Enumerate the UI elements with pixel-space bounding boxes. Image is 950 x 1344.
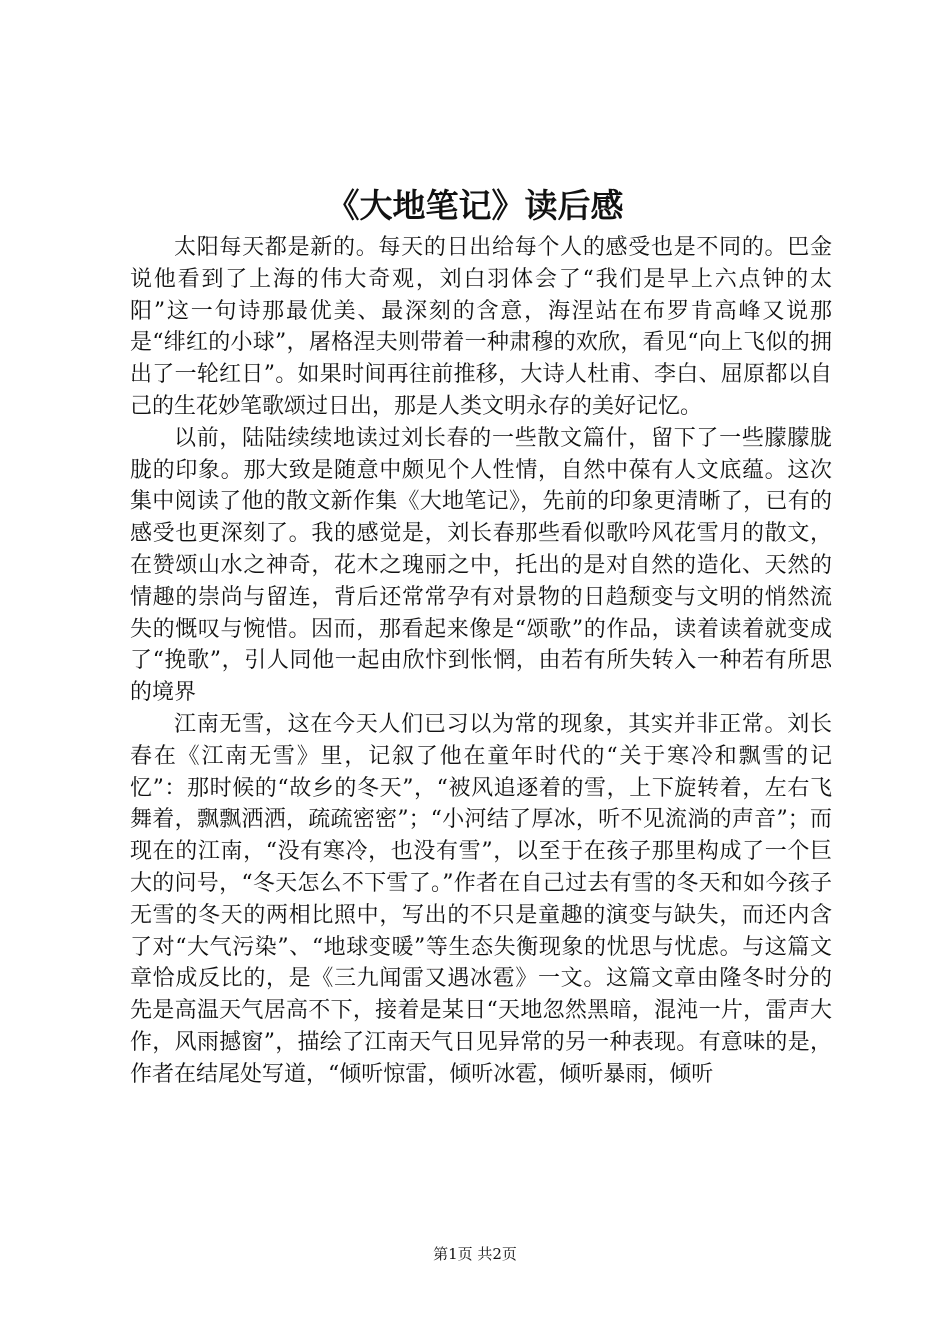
paragraph-3: 江南无雪，这在今天人们已习以为常的现象，其实并非正常。刘长春在《江南无雪》里，记叙了他在童年时代的“关于寒冷和飘雪的记忆”：那时候的“故乡的冬天”，“被风追逐着的雪，上下旋转着，左右飞舞着，飘飘洒洒，疏疏密密”；“小河结了厚冰，听不见流淌的声音”；而现在的江南，“没有寒冷，也没有雪”，以至于在孩子那里构成了一个巨大的问号，“冬天怎么不下雪了。”作者在自己过去有雪的冬天和如今孩子无雪的冬天的两相比照中，写出的不只是童趣的演变与缺失，而还内含了对“大气污染”、“地球变暖”等生态失衡现象的忧思与忧虑。与这篇文章恰成反比的，是《三九闻雷又遇冰雹》一文。这篇文章由隆冬时分的先是高温天气居高不下，接着是某日“天地忽然黑暗，混沌一片，雷声大作，风雨撼窗”，描绘了江南天气日见异常的另一种表现。有意味的是，作者在结尾处写道，“倾听惊雷，倾听冰雹，倾听暴雨，倾听 bbox=[130, 711, 832, 1087]
paragraph-2: 以前，陆陆续续地读过刘长春的一些散文篇什，留下了一些朦朦胧胧的印象。那大致是随意中颇见个人性情，自然中葆有人文底蕴。这次集中阅读了他的散文新作集《大地笔记》，先前的印象更清晰了，已有的感受也更深刻了。我的感觉是，刘长春那些看似歌吟风花雪月的散文，在赞颂山水之神奇，花木之瑰丽之中，托出的是对自然的造化、天然的情趣的崇尚与留连，背后还常常孕有对景物的日趋颓变与文明的悄然流失的慨叹与惋惜。因而，那看起来像是“颂歌”的作品，读着读着就变成了“挽歌”，引人同他一起由欣忭到怅惘，由若有所失转入一种若有所思的境界 bbox=[130, 425, 832, 706]
document-title: 《大地笔记》读后感 bbox=[326, 186, 624, 225]
document-body bbox=[130, 232, 832, 1091]
page-number-footer: 第1页 共2页 bbox=[433, 1245, 517, 1263]
paragraph-1: 太阳每天都是新的。每天的日出给每个人的感受也是不同的。巴金说他看到了上海的伟大奇观，刘白羽体会了“我们是早上六点钟的太阳”这一句诗那最优美、最深刻的含意，海涅站在布罗肯高峰又说那是“绯红的小球”，屠格涅夫则带着一种肃穆的欢欣，看见“向上飞似的拥出了一轮红日”。如果时间再往前推移，大诗人杜甫、李白、屈原都以自己的生花妙笔歌颂过日出，那是人类文明永存的美好记忆。 bbox=[130, 235, 832, 419]
